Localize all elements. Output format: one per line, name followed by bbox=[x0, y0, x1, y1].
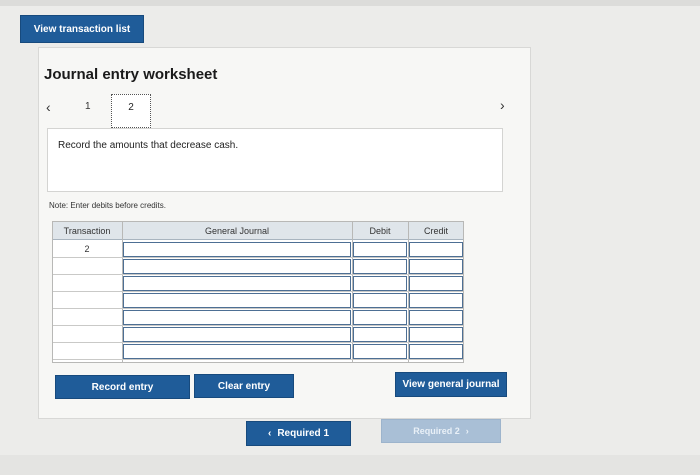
bottom-strip bbox=[0, 455, 700, 475]
general-journal-input[interactable] bbox=[123, 293, 351, 308]
general-journal-input[interactable] bbox=[123, 327, 351, 342]
page-2-tab[interactable]: 2 bbox=[111, 94, 151, 128]
view-general-journal-button[interactable]: View general journal bbox=[395, 372, 507, 397]
journal-table bbox=[52, 221, 464, 363]
chevron-left-icon: ‹ bbox=[267, 428, 272, 439]
header-credit: Credit bbox=[423, 226, 448, 236]
debit-input[interactable] bbox=[353, 327, 407, 342]
worksheet-title: Journal entry worksheet bbox=[44, 66, 218, 83]
debit-input[interactable] bbox=[353, 276, 407, 291]
general-journal-input[interactable] bbox=[123, 310, 351, 325]
table-row bbox=[53, 309, 463, 326]
header-transaction: Transaction bbox=[63, 226, 111, 236]
required-2-label: Required 2 bbox=[413, 426, 460, 436]
clear-entry-button[interactable]: Clear entry bbox=[194, 374, 294, 398]
credit-input[interactable] bbox=[409, 344, 463, 359]
top-strip bbox=[0, 0, 700, 6]
record-entry-button[interactable]: Record entry bbox=[55, 375, 190, 399]
table-row bbox=[53, 241, 463, 258]
required-1-label: Required 1 bbox=[277, 428, 330, 439]
chevron-right-icon: › bbox=[465, 426, 469, 436]
credit-input[interactable] bbox=[409, 310, 463, 325]
transaction-cell bbox=[53, 275, 121, 291]
table-row bbox=[53, 292, 463, 309]
transaction-cell bbox=[53, 343, 121, 359]
transaction-cell bbox=[53, 292, 121, 308]
transaction-cell bbox=[53, 326, 121, 342]
required-1-button[interactable] bbox=[246, 421, 351, 446]
credit-input[interactable] bbox=[409, 276, 463, 291]
instruction-box bbox=[47, 128, 503, 192]
credit-input[interactable] bbox=[409, 293, 463, 308]
transaction-cell: 2 bbox=[84, 244, 90, 254]
page-1-tab[interactable]: 1 bbox=[85, 101, 91, 112]
debit-input[interactable] bbox=[353, 242, 407, 257]
table-row bbox=[53, 343, 463, 360]
view-transaction-list-button[interactable]: View transaction list bbox=[20, 15, 144, 43]
transaction-cell bbox=[53, 258, 121, 274]
credit-input[interactable] bbox=[409, 242, 463, 257]
table-row bbox=[53, 258, 463, 275]
note-text: Note: Enter debits before credits. bbox=[49, 201, 166, 210]
required-2-button bbox=[381, 419, 501, 443]
general-journal-input[interactable] bbox=[123, 344, 351, 359]
general-journal-input[interactable] bbox=[123, 242, 351, 257]
debit-input[interactable] bbox=[353, 310, 407, 325]
table-row bbox=[53, 326, 463, 343]
debit-input[interactable] bbox=[353, 259, 407, 274]
transaction-cell bbox=[53, 309, 121, 325]
instruction-text: Record the amounts that decrease cash. bbox=[58, 140, 239, 151]
chevron-right-icon[interactable]: › bbox=[500, 97, 505, 113]
credit-input[interactable] bbox=[409, 327, 463, 342]
table-row bbox=[53, 275, 463, 292]
debit-input[interactable] bbox=[353, 344, 407, 359]
general-journal-input[interactable] bbox=[123, 259, 351, 274]
journal-table-header bbox=[53, 222, 463, 240]
credit-input[interactable] bbox=[409, 259, 463, 274]
header-debit: Debit bbox=[369, 226, 391, 236]
debit-input[interactable] bbox=[353, 293, 407, 308]
general-journal-input[interactable] bbox=[123, 276, 351, 291]
chevron-left-icon[interactable]: ‹ bbox=[46, 99, 51, 115]
header-general-journal: General Journal bbox=[204, 226, 270, 236]
